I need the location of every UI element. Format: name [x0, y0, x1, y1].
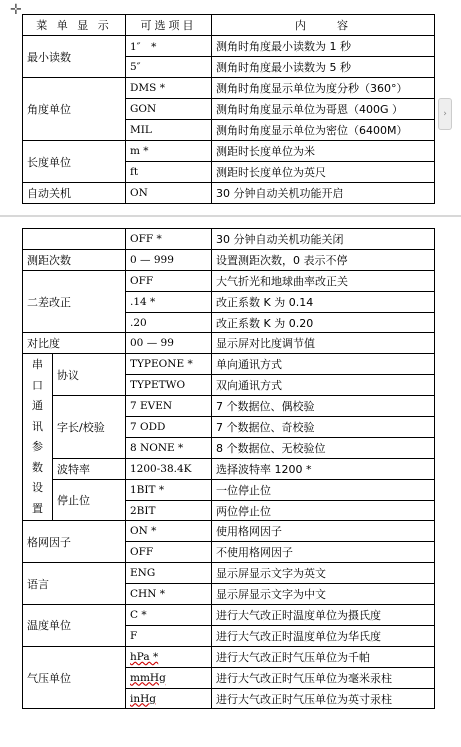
option-cell: CHN *: [126, 584, 212, 605]
serial-params-cell: 串口通讯参数设置: [23, 354, 53, 521]
category-cell: [23, 229, 126, 250]
category-cell: 气压单位: [23, 646, 126, 709]
table-row: [23, 270, 435, 291]
category-cell: 自动关机: [23, 183, 126, 204]
content-cell: 两位停止位: [212, 500, 435, 521]
category-cell: 角度单位: [23, 78, 126, 141]
header-menu: 菜 单 显 示: [23, 15, 126, 36]
table-row: [23, 78, 435, 99]
content-cell: 测角时角度显示单位为度分秒（360°）: [212, 78, 435, 99]
content-cell: 进行大气改正时气压单位为毫米汞柱: [212, 667, 435, 688]
option-cell: [126, 688, 212, 709]
table-row: [23, 563, 435, 584]
content-cell: 进行大气改正时温度单位为华氏度: [212, 625, 435, 646]
content-cell: 测角时角度显示单位为哥恩（400G ）: [212, 99, 435, 120]
header-options: 可选项目: [126, 15, 212, 36]
table-row: [23, 479, 435, 500]
table-row: [23, 521, 435, 542]
option-cell: DMS *: [126, 78, 212, 99]
option-cell: 0 — 999: [126, 249, 212, 270]
option-cell: OFF: [126, 270, 212, 291]
option-cell: TYPEONE *: [126, 354, 212, 375]
option-cell: 8 NONE *: [126, 437, 212, 458]
table-row: [23, 605, 435, 626]
content-cell: 单向通讯方式: [212, 354, 435, 375]
option-cell: C *: [126, 605, 212, 626]
option-cell: F: [126, 625, 212, 646]
table-row: [23, 458, 435, 479]
option-cell: [126, 667, 212, 688]
category-cell: 二差改正: [23, 270, 126, 333]
category-cell: 测距次数: [23, 249, 126, 270]
content-cell: 测距时长度单位为英尺: [212, 162, 435, 183]
option-cell: GON: [126, 99, 212, 120]
content-cell: 显示屏显示文字为英文: [212, 563, 435, 584]
table-row: [23, 249, 435, 270]
table-row: [23, 36, 435, 57]
content-cell: 7 个数据位、偶校验: [212, 396, 435, 417]
category-cell: 长度单位: [23, 141, 126, 183]
content-cell: 进行大气改正时气压单位为千帕: [212, 646, 435, 667]
content-cell: 改正系数 K 为 0.14: [212, 291, 435, 312]
category-cell: 温度单位: [23, 605, 126, 647]
settings-table-top: [22, 14, 435, 204]
header-content: 内 容: [212, 15, 435, 36]
option-cell: ON: [126, 183, 212, 204]
page-break: [0, 215, 461, 217]
table-row: [23, 396, 435, 417]
option-cell: 1″ *: [126, 36, 212, 57]
option-cell: MIL: [126, 120, 212, 141]
content-cell: 测距时长度单位为米: [212, 141, 435, 162]
content-cell: 双向通讯方式: [212, 375, 435, 396]
option-cell: ENG: [126, 563, 212, 584]
option-cell: .20: [126, 312, 212, 333]
option-cell: 2BIT: [126, 500, 212, 521]
content-cell: 30 分钟自动关机功能开启: [212, 183, 435, 204]
option-cell: OFF *: [126, 229, 212, 250]
table-row: [23, 183, 435, 204]
option-cell: .14 *: [126, 291, 212, 312]
content-cell: 改正系数 K 为 0.20: [212, 312, 435, 333]
content-cell: 一位停止位: [212, 479, 435, 500]
subcategory-cell: 波特率: [53, 458, 126, 479]
option-text: hPa *: [130, 650, 159, 663]
table-header-row: [23, 15, 435, 36]
option-cell: m *: [126, 141, 212, 162]
content-cell: 30 分钟自动关机功能关闭: [212, 229, 435, 250]
table-row: [23, 229, 435, 250]
content-cell: 7 个数据位、奇校验: [212, 417, 435, 438]
content-cell: 显示屏显示文字为中文: [212, 584, 435, 605]
subcategory-cell: 字长/校验: [53, 396, 126, 459]
content-cell: 设置测距次数，0 表示不停: [212, 249, 435, 270]
content-cell: 测角时角度最小读数为 5 秒: [212, 57, 435, 78]
category-cell: 最小读数: [23, 36, 126, 78]
option-cell: ft: [126, 162, 212, 183]
option-text: inHg: [130, 692, 156, 705]
option-cell: TYPETWO: [126, 375, 212, 396]
scroll-arrow-icon[interactable]: ›: [438, 98, 452, 130]
content-cell: 8 个数据位、无校验位: [212, 437, 435, 458]
content-cell: 测角时角度显示单位为密位（6400M）: [212, 120, 435, 141]
table-row: [23, 354, 435, 375]
content-cell: 显示屏对比度调节值: [212, 333, 435, 354]
content-cell: 进行大气改正时气压单位为英寸汞柱: [212, 688, 435, 709]
content-cell: 进行大气改正时温度单位为摄氏度: [212, 605, 435, 626]
content-cell: 使用格网因子: [212, 521, 435, 542]
option-cell: ON *: [126, 521, 212, 542]
option-text: mmHg: [130, 671, 166, 684]
option-cell: [126, 646, 212, 667]
option-cell: 00 — 99: [126, 333, 212, 354]
table-row: [23, 646, 435, 667]
content-cell: 测角时角度最小读数为 1 秒: [212, 36, 435, 57]
settings-table-bottom: [22, 228, 435, 709]
option-cell: 5″: [126, 57, 212, 78]
table-row: [23, 333, 435, 354]
option-cell: OFF: [126, 542, 212, 563]
option-cell: 1BIT *: [126, 479, 212, 500]
subcategory-cell: 停止位: [53, 479, 126, 521]
subcategory-cell: 协议: [53, 354, 126, 396]
category-cell: 格网因子: [23, 521, 126, 563]
option-cell: 7 ODD: [126, 417, 212, 438]
option-cell: 1200-38.4K: [126, 458, 212, 479]
category-cell: 对比度: [23, 333, 126, 354]
content-cell: 不使用格网因子: [212, 542, 435, 563]
category-cell: 语言: [23, 563, 126, 605]
move-handle-icon[interactable]: ✛: [10, 2, 22, 18]
content-cell: 选择波特率 1200 *: [212, 458, 435, 479]
table-row: [23, 141, 435, 162]
content-cell: 大气折光和地球曲率改正关: [212, 270, 435, 291]
option-cell: 7 EVEN: [126, 396, 212, 417]
